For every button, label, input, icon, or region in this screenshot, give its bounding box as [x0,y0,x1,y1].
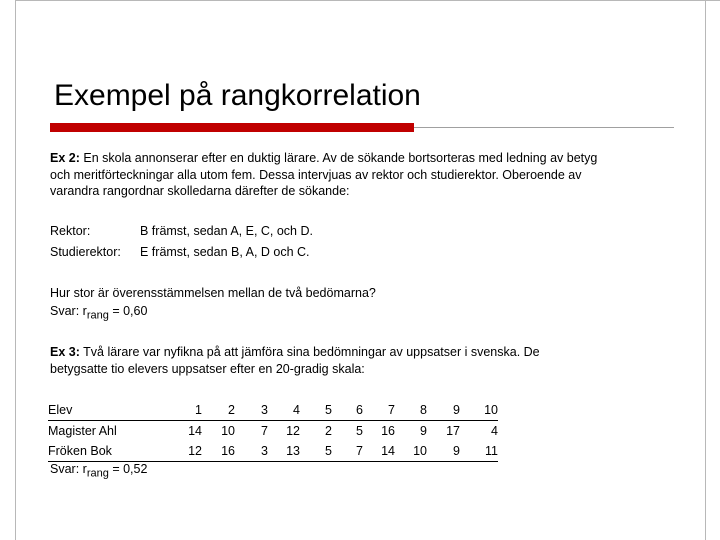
table-cell: 5 [300,441,332,462]
table-cell: 9 [427,441,460,462]
table-row-name: Magister Ahl [48,424,117,438]
table-cell: 7 [332,441,363,462]
table-header-cell: 6 [332,400,363,421]
ex2-label: Ex 2: [50,151,80,165]
table-cell: 17 [446,424,460,438]
ex2-answer-value: = 0,60 [108,304,148,318]
ranking-order-rektor: B främst, sedan A, E, C, och D. [140,224,313,238]
slide-frame-right [705,0,706,540]
table-cell: 11 [460,441,498,462]
grades-table [48,400,498,462]
table-header-cell: 10 [460,400,498,421]
ex3-label: Ex 3: [50,345,80,359]
ex2-answer-prefix: Svar: r [50,304,87,318]
table-cell: 4 [491,424,498,438]
ex2-answer-sub: rang [86,309,109,322]
table-header-cell: 5 [300,400,332,421]
table-cell: 14 [363,441,395,462]
table-cell: 10 [221,424,235,438]
title-underline-accent [50,123,414,132]
table-cell: 12 [286,424,300,438]
table-row [48,421,498,442]
table-header-cell: 9 [427,400,460,421]
table-header-cell: 8 [395,400,427,421]
ex2-line-2: och meritförteckningar alla utom fem. Dessa intervjuas av rektor och studierektor. Oberoende av [50,167,582,182]
ranking-role-rektor: Rektor: [50,224,91,238]
title-underline-rule [414,127,674,128]
table-cell: 12 [180,441,202,462]
table-cell: 7 [261,424,268,438]
ex3-line-1: Två lärare var nyfikna på att jämföra sina bedömningar av uppsatser i svenska. De [79,345,540,359]
table-cell: 5 [356,424,363,438]
ex3-answer-prefix: Svar: r [50,462,87,476]
table-cell: 13 [268,441,300,462]
ex3-line-2: betygsatte tio elevers uppsatser efter en 20-gradig skala: [50,361,365,376]
table-header-cell: 4 [268,400,300,421]
table-header-cell: 7 [363,400,395,421]
table-header-cell: 3 [235,400,268,421]
ex2-line-1: En skola annonserar efter en duktig lärare. Av de sökande bortsorteras med ledning av betyg [79,151,598,165]
ranking-role-studierektor: Studierektor: [50,245,121,259]
ranking-order-studierektor: E främst, sedan B, A, D och C. [140,245,310,259]
table-header-row [48,400,498,421]
table-row-name: Fröken Bok [48,441,180,462]
table-cell: 3 [235,441,268,462]
ex2-answer [50,304,147,322]
ex3-answer [50,462,147,480]
slide-frame-top [15,0,720,1]
ex3-paragraph [50,344,690,377]
ex3-answer-sub: rang [86,467,109,480]
table-cell: 2 [325,424,332,438]
table-cell: 14 [188,424,202,438]
table-header-cell: 2 [202,400,235,421]
table-cell: 16 [381,424,395,438]
table-cell: 16 [202,441,235,462]
table-header-label: Elev [48,400,180,421]
table-row [48,441,498,462]
ex2-line-3: varandra rangordnar skolledarna därefter de sökande: [50,184,350,198]
table-cell: 10 [395,441,427,462]
table-cell: 9 [420,424,427,438]
slide-title: Exempel på rangkorrelation [54,79,421,112]
ex2-paragraph [50,150,690,200]
ex2-question: Hur stor är överensstämmelsen mellan de två bedömarna? [50,286,376,300]
slide-frame-left [15,0,16,540]
table-header-cell: 1 [180,400,202,421]
ex3-answer-value: = 0,52 [108,462,148,476]
